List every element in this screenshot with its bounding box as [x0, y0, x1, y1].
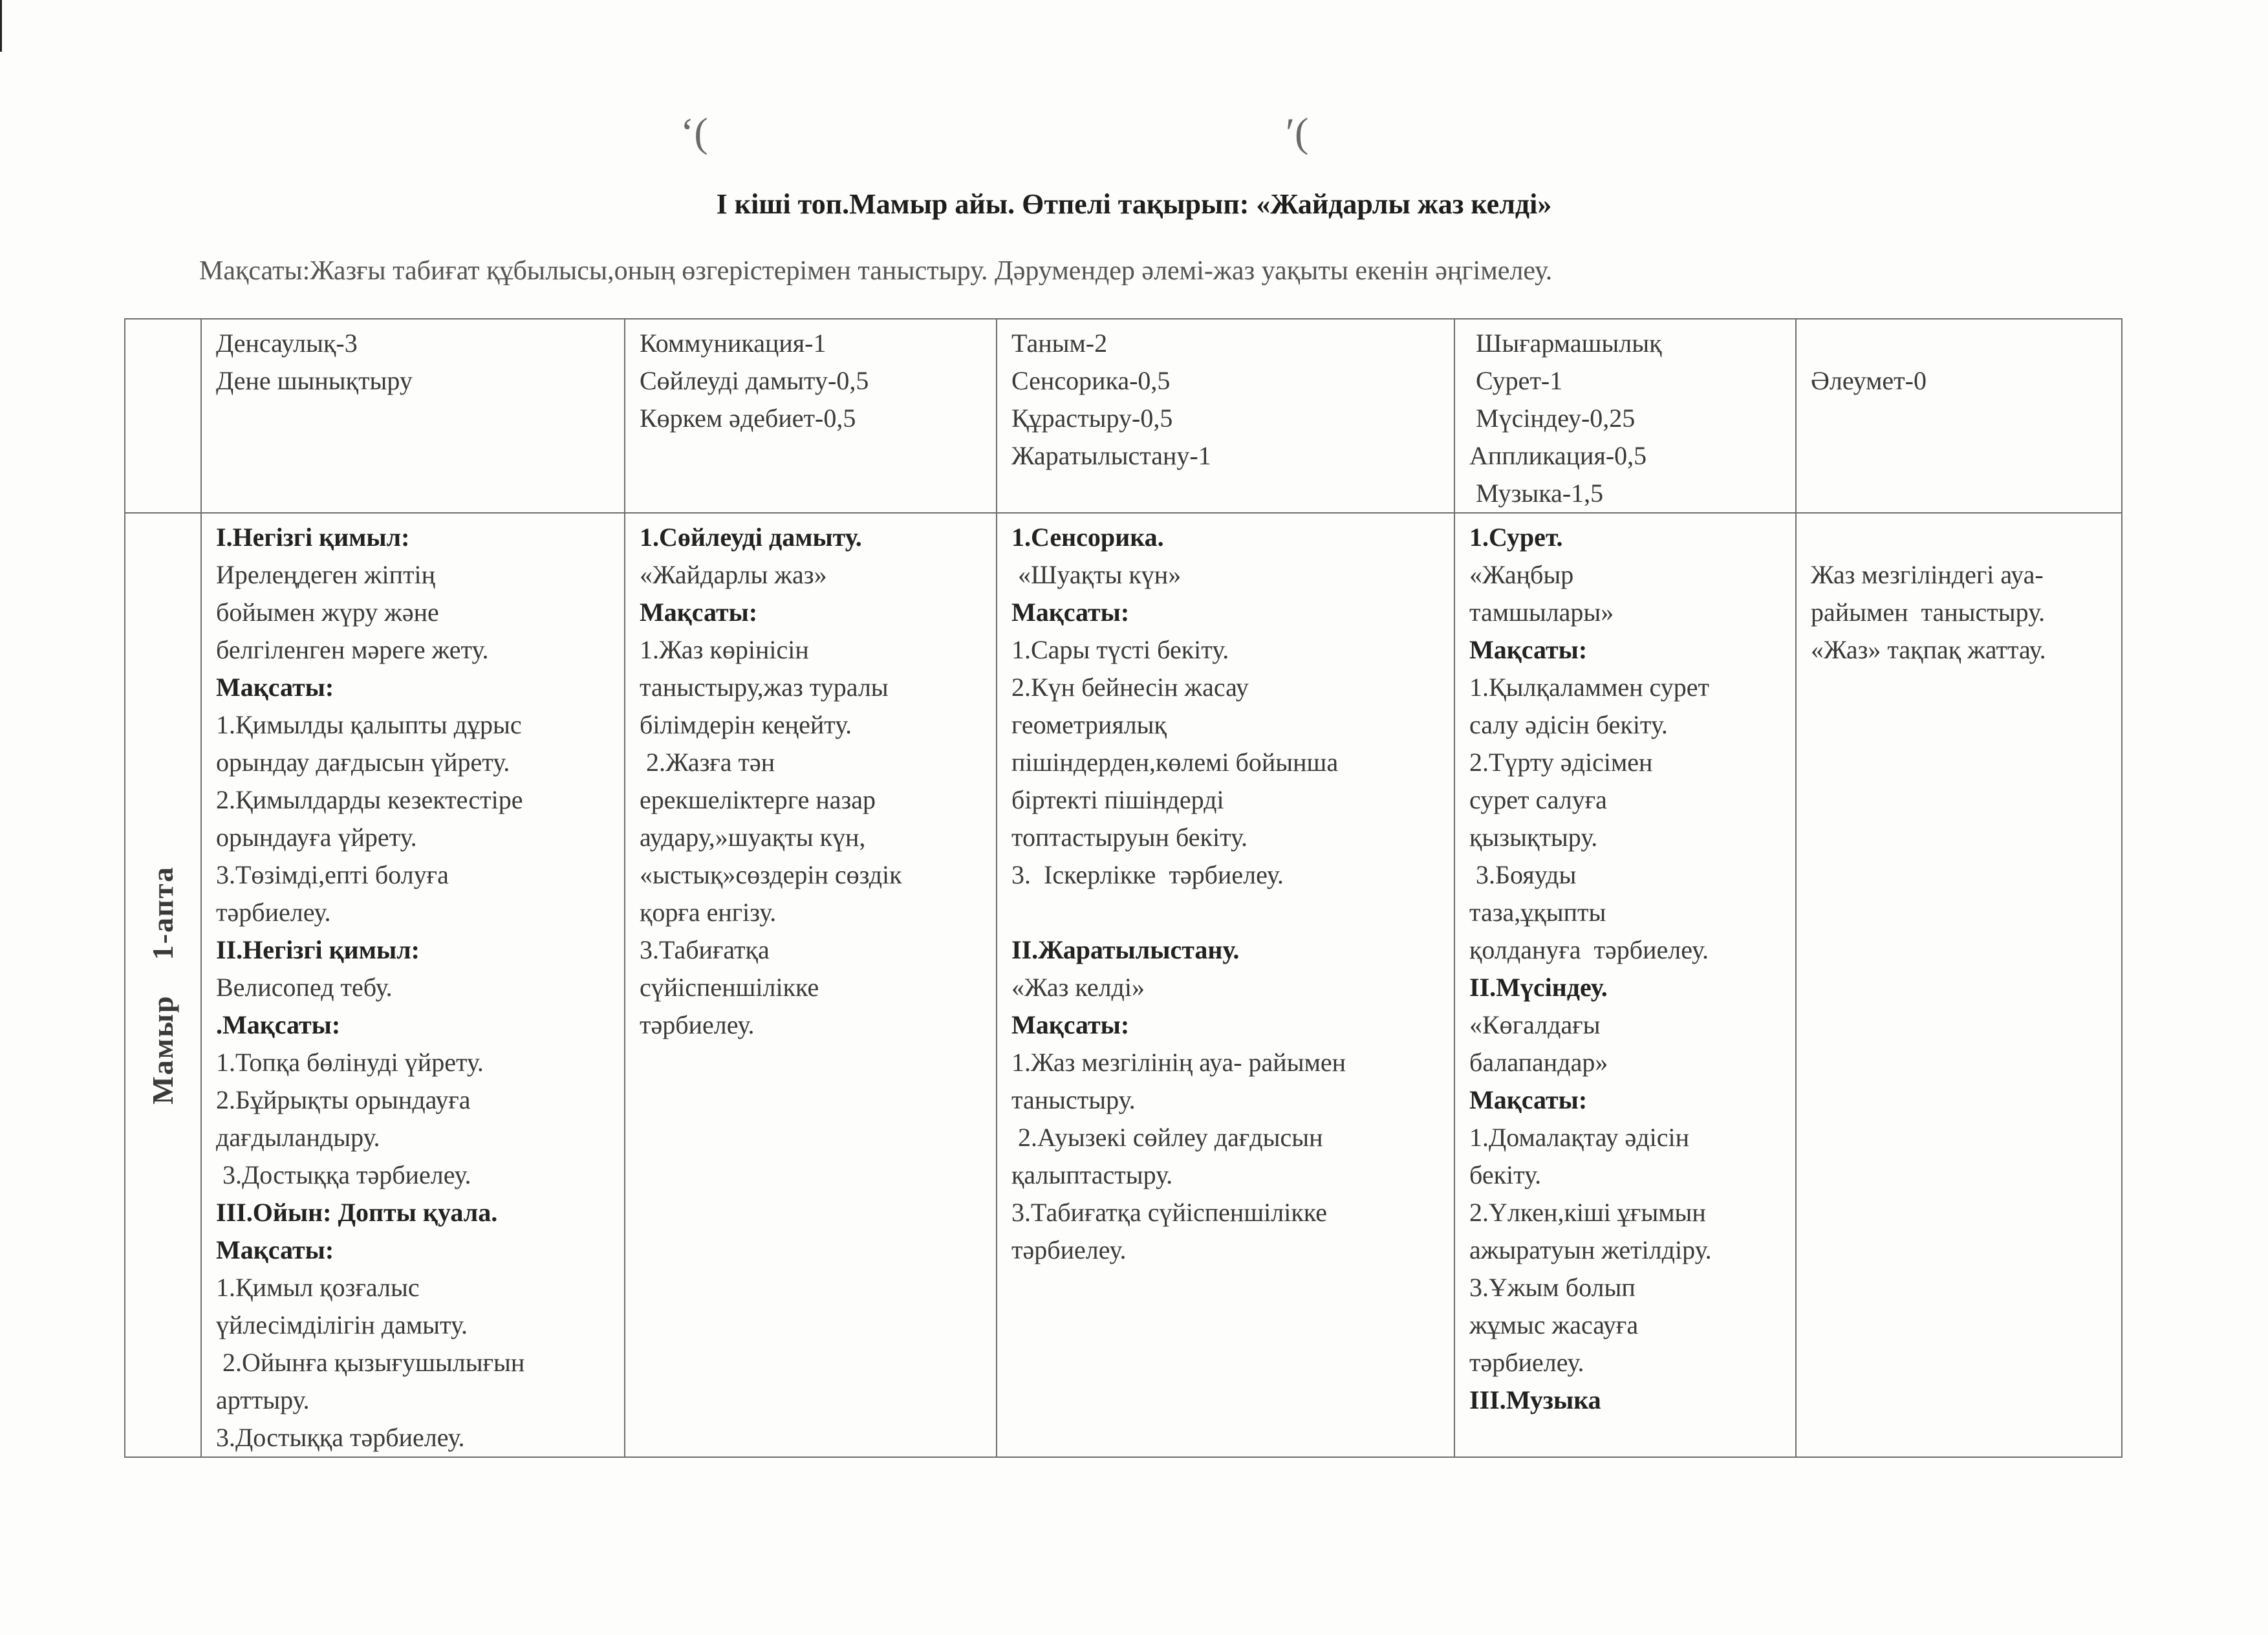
scan-mark: ‘( [680, 109, 708, 155]
cell-line: 1.Қылқаламмен сурет [1469, 673, 1710, 702]
cell-line: арттыру. [216, 1385, 310, 1414]
cell-line: Сенсорика-0,5 [1011, 366, 1171, 395]
cell-line: «Шуақты күн» [1011, 560, 1182, 589]
cell-line: бойымен жүру және [216, 598, 439, 627]
cell-line: орындау дағдысын үйрету. [216, 748, 510, 777]
cell-line: Музыка-1,5 [1469, 479, 1604, 508]
cell-line: 2.Бұйрықты орындауға [216, 1085, 471, 1114]
cell-line: 3.Табиғатқа [640, 935, 770, 964]
cell-line: 3.Төзімді,епті болуға [216, 860, 449, 889]
activity-cell [1796, 513, 2122, 1457]
cell-line: Мақсаты: [640, 598, 758, 627]
cell-line: сүйіспеншілікке [640, 973, 819, 1002]
cell-line: Таным-2 [1011, 329, 1108, 358]
cell-line: аудару,»шуақты күн, [640, 823, 866, 852]
cell-line: ажыратуын жетілдіру. [1469, 1235, 1712, 1264]
cell-line: райымен таныстыру. [1811, 598, 2046, 627]
cell-line: Велисопед тебу. [216, 973, 393, 1002]
cell-line [1811, 325, 2110, 362]
cell-line: 2.Үлкен,кіші ұғымын [1469, 1198, 1706, 1227]
week-label: Мамыр 1-апта [146, 865, 179, 1105]
cell-line: 1.Сурет. [1469, 523, 1563, 552]
cell-line: жұмыс жасауға [1469, 1310, 1639, 1339]
cell-line: II.Негізгі қимыл: [216, 935, 420, 964]
cell-line: Мақсаты: [1469, 1085, 1588, 1114]
header-cell [1454, 319, 1796, 513]
cell-line: 1.Домалақтау әдісін [1469, 1123, 1689, 1152]
cell-line: пішіндерден,көлемі бойынша [1011, 748, 1339, 777]
cell-line: «ыстық»сөздерін сөздік [640, 860, 902, 889]
cell-line: қалыптастыру. [1011, 1160, 1173, 1189]
cell-line: «Көгалдағы [1469, 1010, 1601, 1039]
cell-line: 1.Жаз көрінісін [640, 635, 809, 664]
cell-line: Мақсаты: [1469, 635, 1588, 664]
cell-line: ерекшеліктерге назар [640, 785, 876, 814]
cell-line: Жаратылыстану-1 [1011, 441, 1211, 470]
cell-line: тәрбиелеу. [1469, 1348, 1584, 1377]
goal-text: Мақсаты:Жазғы табиғат құбылысы,оның өзгерістерімен таныстыру. Дәрумендер әлемі-жаз уақыты екенін әңгімелеу. [199, 256, 1553, 286]
cell-line: 3. Іскерлікке тәрбиелеу. [1011, 860, 1284, 889]
cell-line: 2.Күн бейнесін жасау [1011, 673, 1249, 702]
cell-line: Мақсаты: [216, 1235, 334, 1264]
cell-line: «Жаз» тақпақ жаттау. [1811, 635, 2046, 664]
cell-line: 1.Топқа бөлінуді үйрету. [216, 1048, 484, 1077]
activity-cell [201, 513, 625, 1457]
cell-line [1811, 519, 2110, 556]
activity-cell [1454, 513, 1796, 1457]
cell-line: 1.Сары түсті бекіту. [1011, 635, 1229, 664]
cell-line: салу әдісін бекіту. [1469, 710, 1668, 739]
cell-line: үйлесімділігін дамыту. [216, 1310, 468, 1339]
cell-line: 3.Бояуды [1469, 860, 1577, 889]
cell-line: қорға енгізу. [640, 898, 777, 927]
header-cell [201, 319, 625, 513]
cell-line: 3.Достыққа тәрбиелеу. [216, 1423, 465, 1452]
cell-line [1011, 894, 1442, 931]
corner-cell [125, 319, 201, 513]
cell-line: .Мақсаты: [216, 1010, 341, 1039]
cell-line: таныстыру,жаз туралы [640, 673, 889, 702]
cell-line: белгіленген мәреге жету. [216, 635, 489, 664]
scan-mark: ′( [1286, 109, 1309, 155]
cell-line: бекіту. [1469, 1160, 1542, 1189]
cell-line: II.Жаратылыстану. [1011, 935, 1240, 964]
cell-line: 2.Түрту әдісімен [1469, 748, 1653, 777]
cell-line: сурет салуға [1469, 785, 1607, 814]
cell-line: 3.Достыққа тәрбиелеу. [216, 1160, 471, 1189]
cell-line: 3.Табиғатқа сүйіспеншілікке [1011, 1198, 1327, 1227]
cell-line: 1.Қимылды қалыпты дұрыс [216, 710, 522, 739]
cell-line: Мақсаты: [1011, 598, 1130, 627]
cell-line: 2.Ауызекі сөйлеу дағдысын [1011, 1123, 1323, 1152]
header-cell [997, 319, 1454, 513]
cell-line: біртекті пішіндерді [1011, 785, 1224, 814]
cell-line: қызықтыру. [1469, 823, 1598, 852]
cell-line: Көркем әдебиет-0,5 [640, 404, 856, 433]
cell-line: «Жаңбыр [1469, 560, 1574, 589]
cell-line: Мүсіндеу-0,25 [1469, 404, 1636, 433]
activity-cell [625, 513, 997, 1457]
cell-line: балапандар» [1469, 1048, 1608, 1077]
cell-line: Дене шынықтыру [216, 366, 413, 395]
cell-line: «Жайдарлы жаз» [640, 560, 827, 589]
header-cell [625, 319, 997, 513]
cell-line: орындауға үйрету. [216, 823, 417, 852]
cell-line: білімдерін кеңейту. [640, 710, 852, 739]
cell-line: II.Мүсіндеу. [1469, 973, 1608, 1002]
cell-line: Аппликация-0,5 [1469, 441, 1647, 470]
cell-line: Мақсаты: [1011, 1010, 1130, 1039]
cell-line: 2.Қимылдарды кезектестіре [216, 785, 523, 814]
header-row [125, 319, 2122, 513]
cell-line: таза,ұқыпты [1469, 898, 1606, 927]
cell-line: таныстыру. [1011, 1085, 1136, 1114]
cell-line: тамшылары» [1469, 598, 1614, 627]
scan-edge [0, 0, 2, 52]
cell-line: «Жаз келді» [1011, 973, 1145, 1002]
cell-line: 1.Сөйлеуді дамыту. [640, 523, 862, 552]
cell-line: Коммуникация-1 [640, 329, 826, 358]
activity-cell [997, 513, 1454, 1457]
cell-line: 1.Сенсорика. [1011, 523, 1164, 552]
cell-line: тәрбиелеу. [640, 1010, 755, 1039]
cell-line: 2.Жазға тән [640, 748, 775, 777]
cell-line: геометриялық [1011, 710, 1167, 739]
cell-line: Шығармашылық [1469, 329, 1662, 358]
cell-line: III.Ойын: Допты қуала. [216, 1198, 498, 1227]
cell-line: қолдануға тәрбиелеу. [1469, 935, 1709, 964]
page-title: I кіші топ.Мамыр айы. Өтпелі тақырып: «Жайдарлы жаз келді» [716, 188, 1552, 220]
cell-line: Ирелеңдеген жіптің [216, 560, 436, 589]
cell-line: Жаз мезгіліндегі ауа- [1811, 560, 2044, 589]
cell-line: топтастыруын бекіту. [1011, 823, 1248, 852]
cell-line: Әлеумет-0 [1811, 366, 1927, 395]
cell-line: 3.Ұжым болып [1469, 1273, 1636, 1302]
header-cell [1796, 319, 2122, 513]
cell-line: дағдыландыру. [216, 1123, 380, 1152]
cell-line: 2.Ойынға қызығушылығын [216, 1348, 525, 1377]
plan-table [124, 318, 2122, 1458]
cell-line: Мақсаты: [216, 673, 334, 702]
cell-line: III.Музыка [1469, 1385, 1601, 1414]
cell-line: тәрбиелеу. [1011, 1235, 1127, 1264]
week-label-cell [125, 513, 201, 1457]
cell-line: 1.Қимыл қозғалыс [216, 1273, 420, 1302]
cell-line: Сурет-1 [1469, 366, 1563, 395]
cell-line: 1.Жаз мезгілінің ауа- райымен [1011, 1048, 1346, 1077]
cell-line: Денсаулық-3 [216, 329, 358, 358]
cell-line: I.Негізгі қимыл: [216, 523, 410, 552]
week-row [125, 513, 2122, 1457]
cell-line: Құрастыру-0,5 [1011, 404, 1173, 433]
cell-line: тәрбиелеу. [216, 898, 331, 927]
cell-line: Сөйлеуді дамыту-0,5 [640, 366, 869, 395]
